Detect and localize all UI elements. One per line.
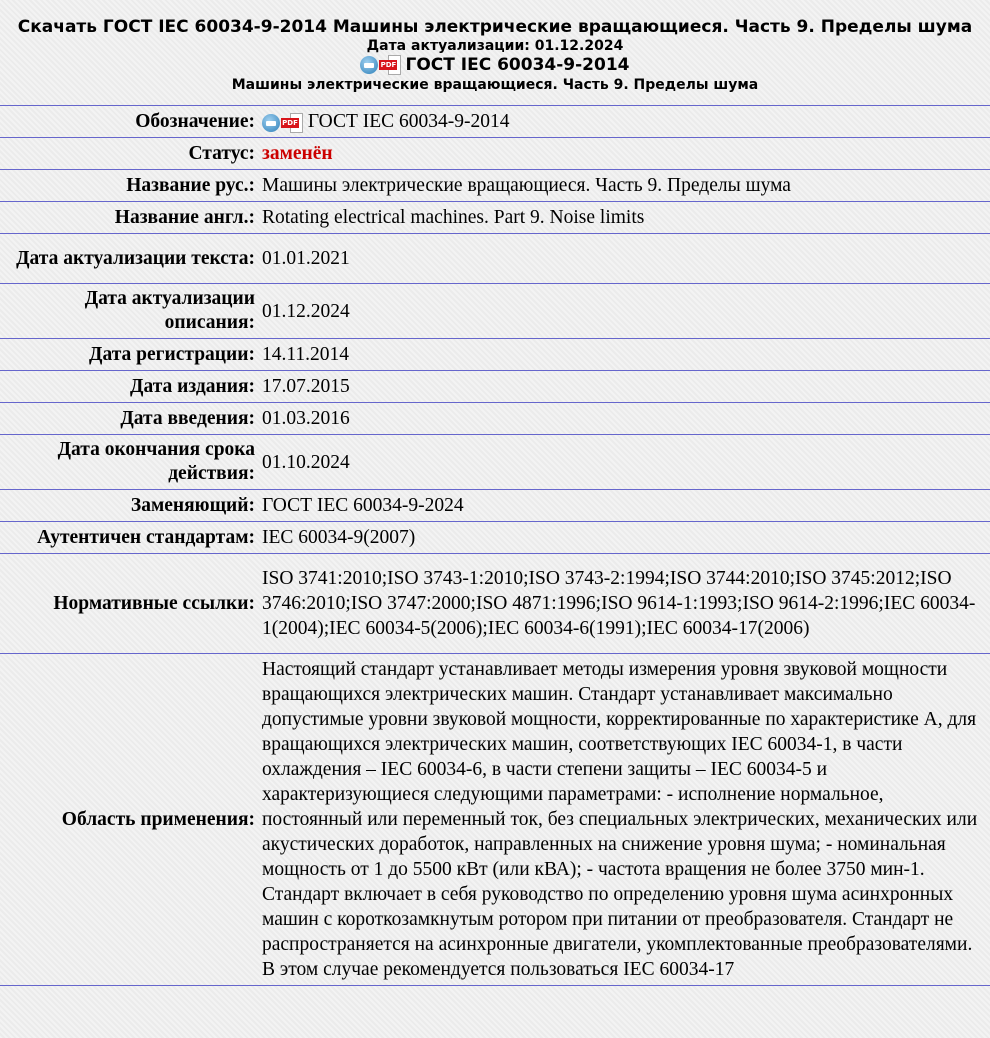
table-row: [0, 284, 990, 339]
row-label: Обозначение:: [0, 106, 262, 138]
row-value: 01.12.2024: [262, 284, 990, 339]
table-row: [0, 554, 990, 654]
row-label: Статус:: [0, 138, 262, 170]
row-value: 01.01.2021: [262, 234, 990, 284]
pdf-icon[interactable]: PDF: [281, 113, 303, 133]
row-label: Область применения:: [0, 654, 262, 986]
table-row: [0, 654, 990, 986]
row-value: Настоящий стандарт устанавливает методы измерения уровня звуковой мощности вращающихся электрических машин. Стандарт устанавливает максимально допустимые уровни звуковой мощности, корректированные по характеристике А, для вращающихся электрических машин, соответствующих IEC 60034-1, в части охлаждения – IEC 60034-6, в части степени защиты – IEC 60034-5 и характеризующиеся следующими параметрами: - исполнение нормальное, постоянный или переменный ток, без специальных электрических, механических или акустических доработок, направленных на снижение уровня шума; - номинальная мощность от 1 до 5500 кВт (или кВА); - частота вращения не более 3750 мин-1. Стандарт включает в себя руководство по определению уровня шума асинхронных машин с короткозамкнутым ротором при питании от преобразователя. Стандарт не распространяется на асинхронные двигатели, укомплектованные преобразователями. В этом случае рекомендуется пользоваться IEC 60034-17: [262, 654, 990, 986]
row-label: Дата регистрации:: [0, 339, 262, 371]
table-row: [0, 490, 990, 522]
standard-info-table: [0, 105, 990, 986]
row-value: 14.11.2014: [262, 339, 990, 371]
designation-link[interactable]: ГОСТ IEC 60034-9-2014: [307, 111, 510, 132]
print-icon[interactable]: [360, 56, 378, 74]
row-label: Аутентичен стандартам:: [0, 522, 262, 554]
row-value: 01.03.2016: [262, 403, 990, 435]
row-label: Дата введения:: [0, 403, 262, 435]
row-value: ГОСТ IEC 60034-9-2024: [262, 490, 990, 522]
row-label: Название англ.:: [0, 202, 262, 234]
update-date: Дата актуализации: 01.12.2024: [366, 38, 624, 54]
row-value: IEC 60034-9(2007): [262, 522, 990, 554]
table-row: [0, 435, 990, 490]
row-label: Нормативные ссылки:: [0, 554, 262, 654]
row-label: Дата окончания срока действия:: [0, 435, 262, 490]
row-value: 17.07.2015: [262, 371, 990, 403]
table-row: [0, 106, 990, 138]
table-row: [0, 234, 990, 284]
status-value: заменён: [262, 138, 990, 170]
table-row: [0, 371, 990, 403]
page-title: Скачать ГОСТ IEC 60034-9-2014 Машины электрические вращающиеся. Часть 9. Пределы шума: [17, 17, 973, 37]
row-value: ISO 3741:2010;ISO 3743-1:2010;ISO 3743-2:1994;ISO 3744:2010;ISO 3745:2012;ISO 3746:2010;ISO 3747:2000;ISO 4871:1996;ISO 9614-1:1993;ISO 9614-2:1996;IEC 60034-1(2004);IEC 60034-5(2006);IEC 60034-6(1991);IEC 60034-17(2006): [262, 554, 990, 654]
print-icon[interactable]: [262, 114, 280, 132]
table-row: [0, 403, 990, 435]
page-header: [0, 0, 990, 94]
standard-heading: [0, 54, 990, 76]
row-label: Заменяющий:: [0, 490, 262, 522]
row-label: Название рус.:: [0, 170, 262, 202]
row-value: Rotating electrical machines. Part 9. Noise limits: [262, 202, 990, 234]
standard-code[interactable]: ГОСТ IEC 60034-9-2014: [405, 55, 630, 75]
row-value: [262, 106, 990, 138]
table-row: [0, 202, 990, 234]
pdf-icon[interactable]: PDF: [379, 55, 401, 75]
table-row: [0, 339, 990, 371]
table-row: [0, 138, 990, 170]
table-row: [0, 522, 990, 554]
row-label: Дата актуализации описания:: [0, 284, 262, 339]
table-row: [0, 170, 990, 202]
row-label: Дата актуализации текста:: [0, 234, 262, 284]
standard-subtitle: Машины электрические вращающиеся. Часть 9. Пределы шума: [231, 77, 759, 93]
row-value: Машины электрические вращающиеся. Часть 9. Пределы шума: [262, 170, 990, 202]
row-value: 01.10.2024: [262, 435, 990, 490]
row-label: Дата издания:: [0, 371, 262, 403]
